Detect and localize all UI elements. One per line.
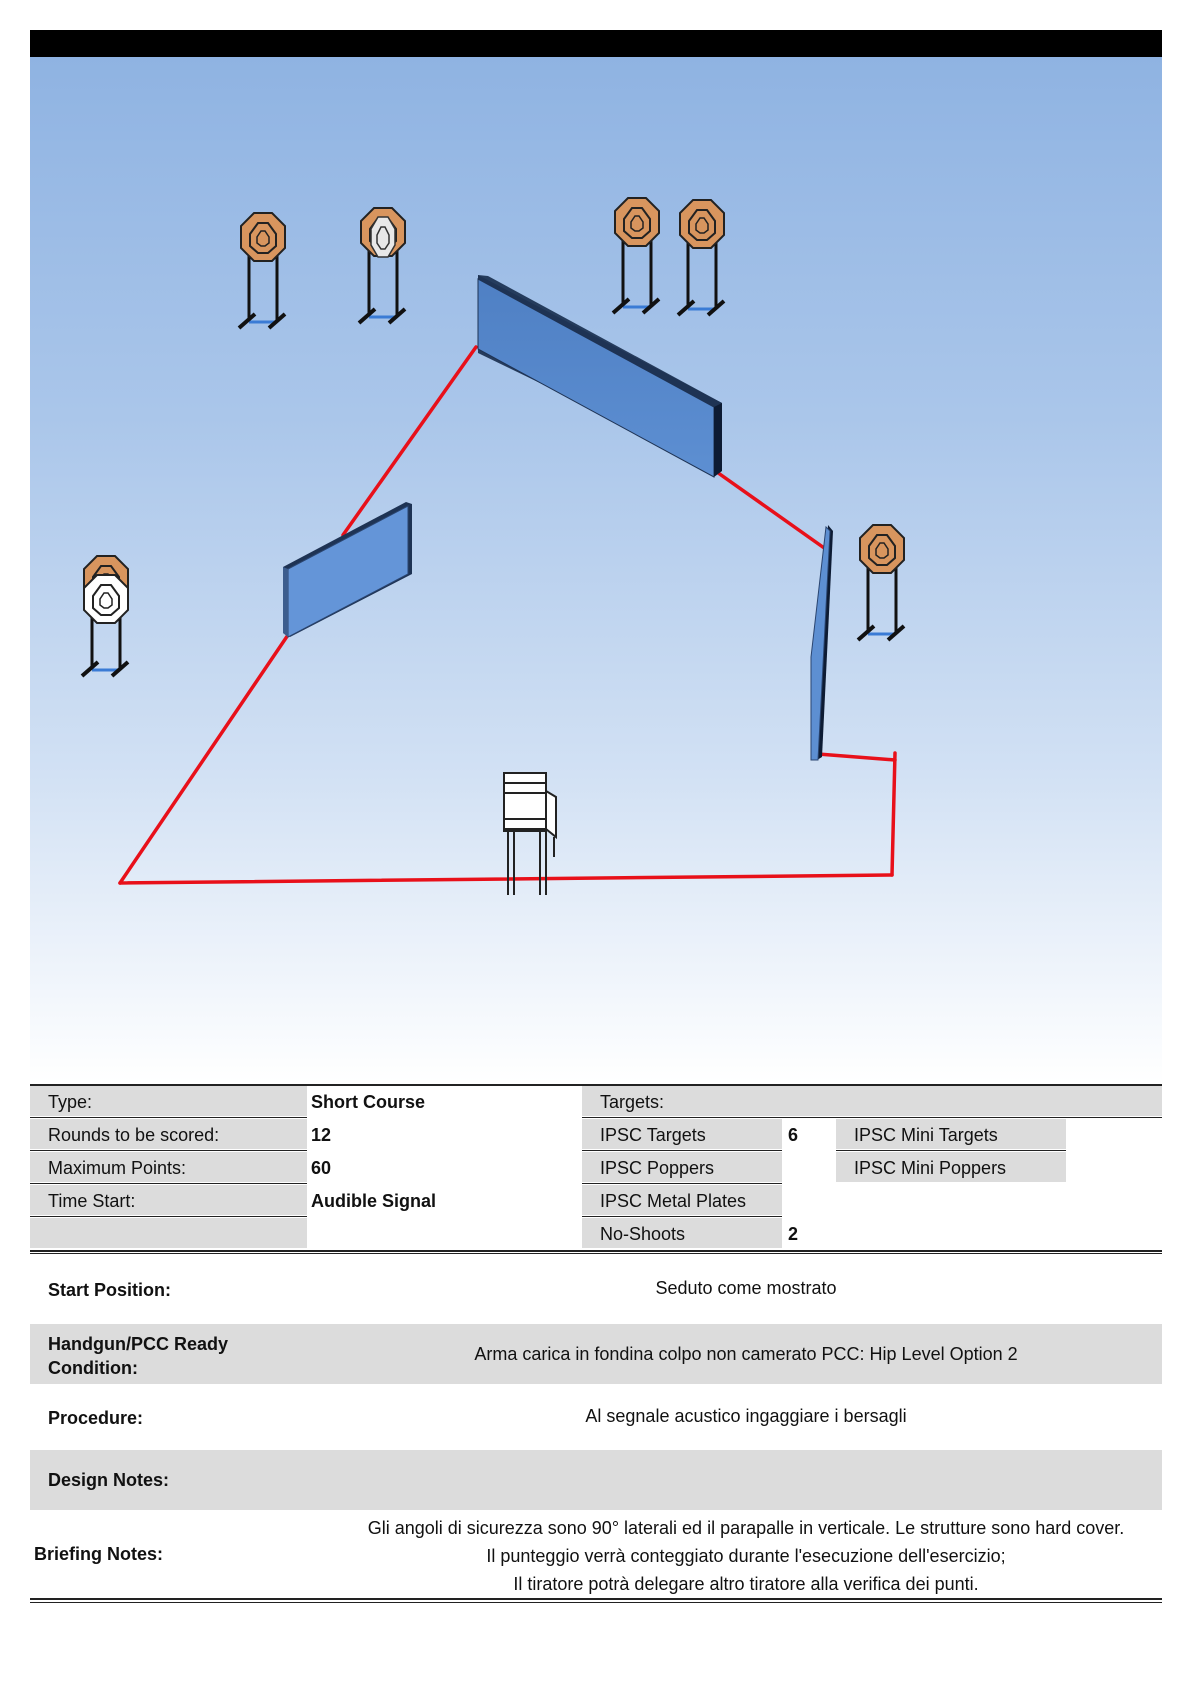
briefing-notes-text bbox=[330, 1514, 1162, 1598]
mini-targets-label: IPSC Mini Targets bbox=[836, 1119, 1066, 1149]
max-points-value: 60 bbox=[311, 1158, 332, 1178]
ipsc-poppers-label: IPSC Poppers bbox=[582, 1152, 782, 1182]
chair bbox=[504, 773, 556, 895]
ipsc-target-3 bbox=[613, 198, 659, 313]
briefing-line-2: Il punteggio verrà conteggiato durante l'esecuzione dell'esercizio; bbox=[486, 1546, 1006, 1566]
max-points-label: Maximum Points: bbox=[30, 1152, 307, 1182]
ipsc-target-1 bbox=[239, 213, 285, 328]
stage-info-table bbox=[30, 1084, 1162, 1254]
design-notes-row bbox=[30, 1450, 1162, 1510]
rounds-value: 12 bbox=[311, 1125, 332, 1145]
ready-condition-row bbox=[30, 1324, 1162, 1384]
procedure-value: Al segnale acustico ingaggiare i bersagli bbox=[585, 1406, 907, 1426]
briefing-line-3: Il tiratore potrà delegare altro tiratore alla verifica dei punti. bbox=[513, 1574, 979, 1594]
ipsc-target-2 bbox=[359, 208, 405, 323]
type-value: Short Course bbox=[311, 1092, 426, 1112]
mini-poppers-label: IPSC Mini Poppers bbox=[836, 1152, 1066, 1182]
start-position-value: Seduto come mostrato bbox=[655, 1278, 837, 1298]
stage-diagram bbox=[30, 57, 1162, 1083]
ipsc-targets-value: 6 bbox=[788, 1125, 799, 1145]
ipsc-target-5 bbox=[858, 525, 904, 640]
briefing-notes-label: Briefing Notes: bbox=[34, 1544, 164, 1564]
no-shoots-value: 2 bbox=[788, 1224, 799, 1244]
ipsc-target-4 bbox=[678, 200, 724, 315]
rounds-label: Rounds to be scored: bbox=[30, 1119, 307, 1149]
no-shoot-target bbox=[82, 556, 128, 676]
type-label: Type: bbox=[30, 1086, 307, 1116]
briefing-notes-row bbox=[30, 1512, 1162, 1596]
targets-label: Targets: bbox=[582, 1086, 1162, 1116]
wall-left bbox=[283, 502, 412, 637]
briefing-line-1: Gli angoli di sicurezza sono 90° laterali ed il parapalle in verticale. Le strutture sono hard cover. bbox=[367, 1518, 1125, 1538]
time-start-label: Time Start: bbox=[30, 1185, 307, 1215]
ready-condition-value: Arma carica in fondina colpo non camerato PCC: Hip Level Option 2 bbox=[474, 1344, 1018, 1364]
wall-top bbox=[478, 275, 722, 477]
wall-right bbox=[811, 525, 833, 760]
empty-cell bbox=[30, 1218, 307, 1248]
start-position-row bbox=[30, 1262, 1162, 1318]
procedure-label: Procedure: bbox=[48, 1408, 144, 1428]
procedure-row bbox=[30, 1390, 1162, 1446]
time-start-value: Audible Signal bbox=[311, 1191, 437, 1211]
design-notes-label: Design Notes: bbox=[48, 1470, 170, 1490]
no-shoots-label: No-Shoots bbox=[582, 1218, 782, 1248]
start-position-label: Start Position: bbox=[48, 1280, 172, 1300]
ipsc-targets-label: IPSC Targets bbox=[582, 1119, 782, 1149]
ready-condition-label: Handgun/PCC Ready Condition: bbox=[48, 1334, 229, 1378]
ipsc-metal-label: IPSC Metal Plates bbox=[582, 1185, 782, 1215]
header-bar bbox=[30, 30, 1162, 57]
